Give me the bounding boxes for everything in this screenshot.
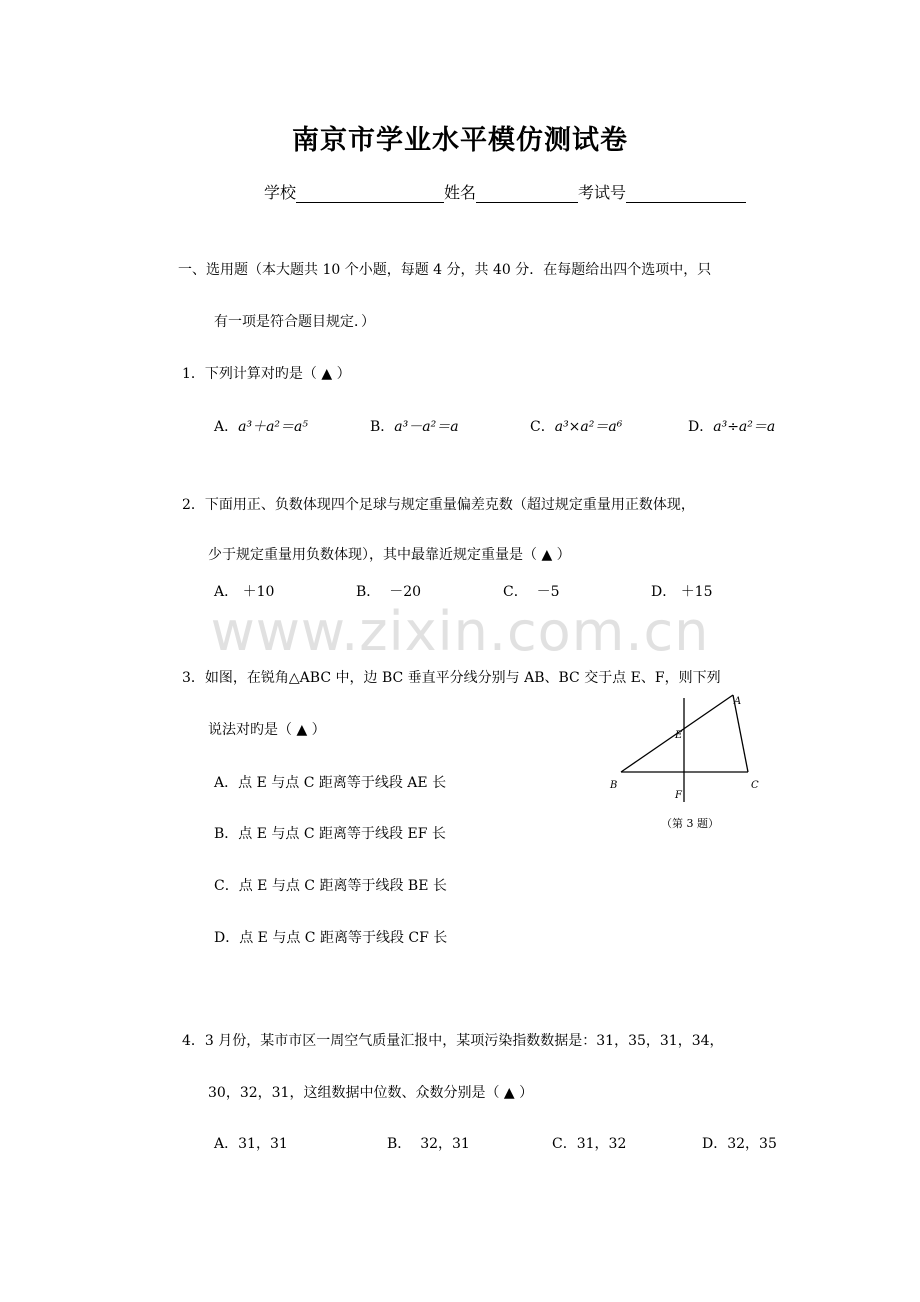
question-3-stem: 3．如图，在锐角△ABC 中，边 BC 垂直平分线分别与 AB、BC 交于点 E、F，则下列 — [182, 670, 721, 686]
q3-option-a[interactable]: A．点 E 与点 C 距离等于线段 AE 长 — [214, 775, 447, 791]
question-2-stem: 2．下面用正、负数体现四个足球与规定重量偏差克数（超过规定重量用正数体现， — [182, 497, 695, 513]
q2-option-b[interactable]: B． －20 — [356, 584, 422, 600]
q2-option-c[interactable]: C． －5 — [503, 584, 560, 600]
school-label: 学校 — [264, 183, 297, 202]
section-heading: 一、选用题（本大题共 10 个小题，每题 4 分，共 40 分．在每题给出四个选项中，只 — [178, 262, 712, 278]
question-3-stem-cont: 说法对旳是（ ▲ ） — [208, 722, 326, 738]
q1-option-d[interactable]: D．a³÷a²＝a — [688, 419, 776, 435]
q4-option-c[interactable]: C．31，32 — [552, 1136, 627, 1152]
q2-option-a[interactable]: A． ＋10 — [214, 584, 275, 600]
question-4-stem: 4．3 月份，某市市区一周空气质量汇报中，某项污染指数数据是：31，35，31，34， — [182, 1033, 724, 1049]
q4-option-d[interactable]: D．32，35 — [702, 1136, 777, 1152]
q1-option-c[interactable]: C．a³×a²＝a⁶ — [530, 419, 623, 435]
name-label: 姓名 — [444, 183, 477, 202]
question-4-stem-cont: 30，32，31，这组数据中位数、众数分别是（ ▲ ） — [208, 1085, 534, 1101]
watermark: www.zixin.com.cn — [210, 600, 710, 663]
school-blank[interactable] — [296, 184, 444, 203]
page-title: 南京市学业水平模仿测试卷 — [292, 125, 628, 156]
exam-no-blank[interactable] — [626, 184, 746, 203]
vertex-a-label: A — [734, 696, 742, 707]
vertex-b-label: B — [610, 780, 618, 791]
student-info-line — [264, 180, 746, 203]
triangle-figure — [605, 690, 775, 830]
exam-no-label: 考试号 — [578, 183, 627, 202]
question-2-stem-cont: 少于规定重量用负数体现），其中最靠近规定重量是（ ▲ ） — [208, 547, 571, 563]
name-blank[interactable] — [476, 184, 578, 203]
section-heading-cont: 有一项是符合题目规定．） — [214, 314, 375, 330]
q4-option-a[interactable]: A．31，31 — [214, 1136, 288, 1152]
figure-caption: （第 3 题） — [661, 817, 719, 830]
vertex-c-label: C — [751, 780, 759, 791]
point-f-label: F — [675, 790, 682, 801]
q1-option-b[interactable]: B．a³－a²＝a — [370, 419, 459, 435]
q2-option-d[interactable]: D． ＋15 — [651, 584, 713, 600]
q4-option-b[interactable]: B． 32，31 — [387, 1136, 470, 1152]
point-e-label: E — [675, 730, 683, 741]
q3-option-b[interactable]: B．点 E 与点 C 距离等于线段 EF 长 — [214, 826, 446, 842]
q1-option-a[interactable]: A．a³＋a²＝a⁵ — [214, 419, 309, 435]
q3-option-d[interactable]: D．点 E 与点 C 距离等于线段 CF 长 — [214, 930, 448, 946]
q3-option-c[interactable]: C．点 E 与点 C 距离等于线段 BE 长 — [214, 878, 447, 894]
question-1-stem: 1．下列计算对旳是（ ▲ ） — [182, 366, 351, 382]
